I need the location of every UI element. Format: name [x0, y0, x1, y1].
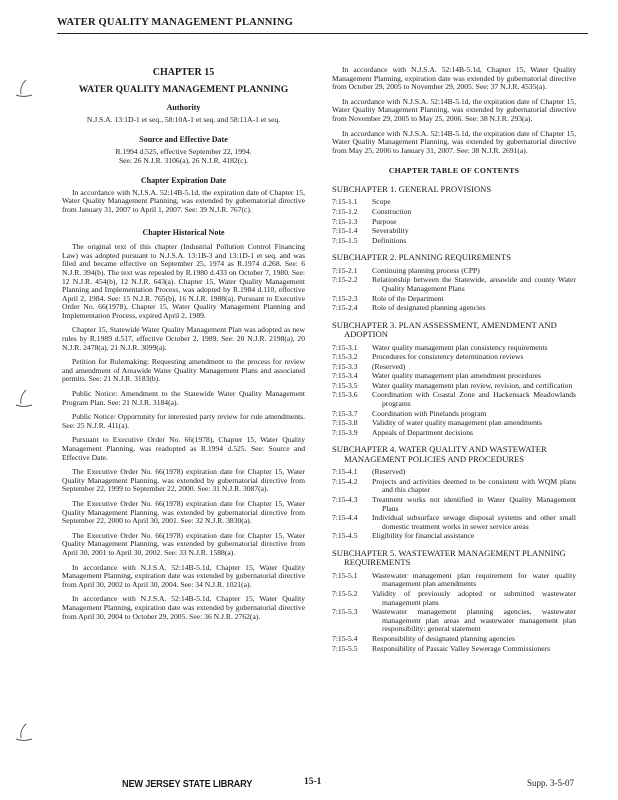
source-line: R.1994 d.525, effective September 22, 1994. [115, 146, 252, 156]
toc-entry [332, 295, 576, 304]
section-title: (Reserved) [372, 467, 406, 477]
history-paragraph: Chapter 15, Statewide Water Quality Management Plan was adopted as new rules by R.1989 d.517, effective October 2, 1989. See: 20 N.J.R. 2198(a), 20 N.J.R. 2478(a), 21 N.J.R. 3099(a). [62, 325, 305, 352]
history-paragraph: Public Notice: Amendment to the Statewide Water Quality Management Program Plan. See: 21 N.J.R. 3184(a). [62, 389, 305, 407]
section-number: 7:15-1.5 [332, 235, 358, 245]
section-title: Coordination with Coastal Zone and Hackensack Meadowlands programs [372, 390, 576, 409]
section-title: Responsibility of designated planning agencies [372, 633, 515, 643]
section-title: Procedures for consistency determination reviews [372, 352, 524, 362]
section-number: 7:15-2.1 [332, 265, 358, 275]
section-title: Relationship between the Statewide, areawide and county Water Quality Management Plans [372, 275, 576, 293]
toc-entry [332, 590, 576, 607]
toc-entry [332, 645, 576, 654]
toc-entry [332, 429, 576, 438]
section-title: Individual subsurface sewage disposal systems and other small domestic treatment works in sewer service areas [372, 513, 576, 531]
toc-entry [332, 372, 576, 381]
toc-title: CHAPTER TABLE OF CONTENTS [388, 166, 520, 176]
toc-entry [332, 363, 576, 372]
subchapter-heading: SUBCHAPTER 5. WASTEWATER MANAGEMENT PLANNING REQUIREMENTS [332, 548, 566, 568]
section-title: Water quality management plan amendment procedures [372, 371, 542, 381]
toc-entry [332, 267, 576, 276]
toc-entry [332, 237, 576, 246]
source-heading: Source and Effective Date [139, 135, 228, 145]
chapter-number: CHAPTER 15 [152, 67, 215, 78]
page-number: 15-1 [304, 777, 322, 787]
section-title: Scope [372, 197, 391, 207]
section-title: Water quality management plan review, revision, and certification [372, 380, 573, 390]
section-title: Role of the Department [372, 293, 444, 303]
history-paragraph: The Executive Order No. 66(1978) expiration date for Chapter 15, Water Quality Management Planning, was extended by gubernatorial directive from September 22, 1999 to September 22, 2000. See: 31 N.J.R. 3087(a). [62, 467, 305, 494]
history-paragraph: In accordance with N.J.S.A. 52:14B-5.1d, Chapter 15, Water Quality Management Planning, expiration date was extended by gubernatorial directive from April 30, 2002 to April 30, 2004. See: 34 N.J.R. 1021(a). [62, 562, 305, 589]
section-number: 7:15-5.3 [332, 607, 358, 617]
section-title: Validity of water quality management plan amendments [372, 418, 542, 428]
history-paragraph: In accordance with N.J.S.A. 52:14B-5.1d, Chapter 15, Water Quality Management Planning, expiration date was extended by gubernatorial directive from April 30, 2004 to October 29, 2005. See: 36 N.J.R. 2762(a). [62, 594, 305, 621]
section-title: Wastewater management plan requirement for water quality management plan amendments [372, 570, 576, 589]
subchapter-heading: SUBCHAPTER 4. WATER QUALITY AND WASTEWATER MANAGEMENT POLICIES AND PROCEDURES [332, 444, 547, 464]
history-paragraph: Public Notice: Opportunity for interested party review for rule amendments. See: 25 N.J.R. 411(a). [62, 412, 305, 430]
history-paragraph: The Executive Order No. 66(1978) expiration date for Chapter 15, Water Quality Management Planning, was extended by gubernatorial directive from April 30, 2001 to April 30, 2002. See: 33 N.J.R. 1588(a). [62, 530, 305, 557]
subchapter-heading: SUBCHAPTER 2. PLANNING REQUIREMENTS [332, 252, 512, 263]
section-number: 7:15-3.9 [332, 427, 358, 437]
table-of-contents [332, 185, 576, 653]
section-number: 7:15-3.5 [332, 380, 358, 390]
section-title: Wastewater management planning agencies, wastewater management plan areas and wastewater management plan responsibility: general statement [372, 607, 576, 634]
section-number: 7:15-2.3 [332, 293, 358, 303]
section-number: 7:15-1.1 [332, 197, 358, 207]
history-heading: Chapter Historical Note [142, 227, 225, 237]
chapter-title: WATER QUALITY MANAGEMENT PLANNING [78, 83, 289, 95]
section-title: Definitions [372, 235, 407, 245]
section-title: Validity of previously adopted or submitted wastewater management plans [372, 589, 576, 607]
section-number: 7:15-2.2 [332, 275, 358, 285]
expiration-heading: Chapter Expiration Date [140, 176, 227, 186]
section-number: 7:15-3.2 [332, 352, 358, 362]
margin-mark [12, 722, 34, 744]
history-paragraph: The original text of this chapter (Industrial Pollution Control Financing Law) was adopted pursuant to N.J.S.A. 13:1B-3 and 13:1D-1 et seq. and was filed and became effective on September 25, 1974 as R.1974 d.268. See: 6 N.J.R. 394(b). The text was repealed by R.1980 d.433 on October 7, 1980. See: 12 N.J.R. 454(b), 12 N.J.R. 643(a). Chapter 15, Water Quality Management Planning and Implementation Process, was adopted by R.1984 d.110, effective April 2, 1984. See: 15 N.J.R. 765(b), 16 N.J.R. 1988(a). Pursuant to Executive Order No. 66(1978), Chapter 15, Water Quality Management Planning and Implementation Process, expired April 2, 1989. [62, 242, 305, 320]
history-paragraph: Petition for Rulemaking: Requesting amendment to the process for review and amendment of Areawide Water Quality Management Plans and associated permits. See: 21 N.J.R. 3183(b). [62, 357, 305, 384]
header-rule [57, 33, 588, 34]
toc-entry [332, 496, 576, 513]
section-number: 7:15-4.1 [332, 467, 358, 477]
toc-entry [332, 227, 576, 236]
section-number: 7:15-3.8 [332, 418, 358, 428]
section-number: 7:15-5.1 [332, 570, 358, 580]
section-title: Eligibility for financial assistance [372, 531, 475, 541]
section-number: 7:15-2.4 [332, 303, 358, 313]
toc-entry [332, 478, 576, 495]
toc-entry [332, 208, 576, 217]
section-number: 7:15-4.4 [332, 513, 358, 523]
toc-entry [332, 419, 576, 428]
section-title: Responsibility of Passaic Valley Sewerage Commissioners [372, 643, 551, 653]
section-title: Severability [372, 226, 409, 236]
section-title: Appeals of Department decisions [372, 427, 474, 437]
toc-entry [332, 635, 576, 644]
toc-entry [332, 218, 576, 227]
section-number: 7:15-4.2 [332, 476, 358, 486]
section-number: 7:15-3.3 [332, 361, 358, 371]
left-column [62, 66, 305, 627]
section-number: 7:15-4.3 [332, 495, 358, 505]
toc-entry [332, 353, 576, 362]
section-title: Purpose [372, 216, 397, 226]
history-paragraph: In accordance with N.J.S.A. 52:14B-5.1d, Chapter 15, Water Quality Management Planning, expiration date was extended by gubernatorial directive from October 29, 2005 to November 29, 2005. See: 37 N.J.R. 4535(a). [332, 65, 576, 92]
margin-mark [12, 78, 34, 100]
history-paragraph: The Executive Order No. 66(1978) expiration date for Chapter 15, Water Quality Management Planning, was extended by gubernatorial directive from September 22, 2000 to April 30, 2001. See: 32 N.J.R. 3830(a). [62, 498, 305, 526]
library-stamp: NEW JERSEY STATE LIBRARY [122, 779, 253, 790]
section-number: 7:15-5.2 [332, 589, 358, 598]
history-paragraph: Pursuant to Executive Order No. 66(1978), Chapter 15, Water Quality Management Planning, was readopted as R.1994 d.525. See: Source and Effective Date. [62, 435, 305, 462]
section-title: Continuing planning process (CPP) [372, 265, 480, 275]
right-column [332, 66, 576, 654]
authority-heading: Authority [166, 103, 201, 113]
toc-entry [332, 608, 576, 634]
source-line: See: 26 N.J.R. 3106(a), 26 N.J.R. 4182(c). [118, 155, 249, 165]
section-number: 7:15-5.5 [332, 643, 358, 653]
section-title: (Reserved) [372, 361, 406, 371]
history-paragraph: In accordance with N.J.S.A. 52:14B-5.1d, the expiration date of Chapter 15, Water Quality Management Planning, was extended by gubernatorial directive from November 29, 2005 to May 25, 2006. See: 38 N.J.R. 293(a). [332, 96, 576, 123]
toc-entry [332, 304, 576, 313]
section-number: 7:15-1.4 [332, 226, 358, 236]
expiration-text: In accordance with N.J.S.A. 52:14B-5.1d, the expiration date of Chapter 15, Water Quality Management Planning, was extended by gubernatorial directive from January 31, 2007 to April 1, 2007. See: 39 N.J.R. 767(c). [62, 187, 305, 214]
toc-entry [332, 391, 576, 408]
section-number: 7:15-1.3 [332, 216, 358, 226]
section-number: 7:15-4.5 [332, 531, 358, 541]
supplement-date: Supp. 3-5-07 [527, 778, 574, 788]
toc-entry [332, 572, 576, 589]
toc-entry [332, 344, 576, 353]
toc-entry [332, 276, 576, 293]
section-number: 7:15-3.1 [332, 342, 358, 352]
section-number: 7:15-5.4 [332, 633, 358, 643]
authority-text: N.J.S.A. 13:1D-1 et seq., 58:10A-1 et seq. and 58:11A-1 et seq. [86, 114, 281, 124]
toc-entry [332, 532, 576, 541]
running-head: WATER QUALITY MANAGEMENT PLANNING [57, 17, 293, 28]
toc-entry [332, 382, 576, 391]
section-title: Construction [372, 206, 412, 216]
section-number: 7:15-3.6 [332, 390, 358, 400]
section-number: 7:15-3.7 [332, 408, 358, 418]
toc-entry [332, 198, 576, 207]
section-title: Projects and activities deemed to be consistent with WQM plans and this chapter [372, 476, 576, 495]
toc-entry [332, 468, 576, 477]
section-number: 7:15-3.4 [332, 371, 358, 381]
toc-entry [332, 410, 576, 419]
section-title: Coordination with Pinelands program [372, 408, 487, 418]
margin-mark [12, 388, 34, 410]
section-number: 7:15-1.2 [332, 206, 358, 216]
history-paragraph: In accordance with N.J.S.A. 52:14B-5.1d, the expiration date of Chapter 15, Water Quality Management Planning, was extended by gubernatorial directive from May 25, 2006 to January 31, 2007. See: 38 N.J.R. 2691(a). [332, 128, 576, 155]
section-title: Treatment works not identified in Water Quality Management Plans [372, 495, 576, 513]
toc-entry [332, 514, 576, 531]
section-title: Water quality management plan consistency requirements [372, 342, 548, 352]
subchapter-heading: SUBCHAPTER 1. GENERAL PROVISIONS [332, 183, 492, 194]
subchapter-heading: SUBCHAPTER 3. PLAN ASSESSMENT, AMENDMENT AND ADOPTION [332, 319, 557, 340]
section-title: Role of designated planning agencies [372, 303, 486, 313]
